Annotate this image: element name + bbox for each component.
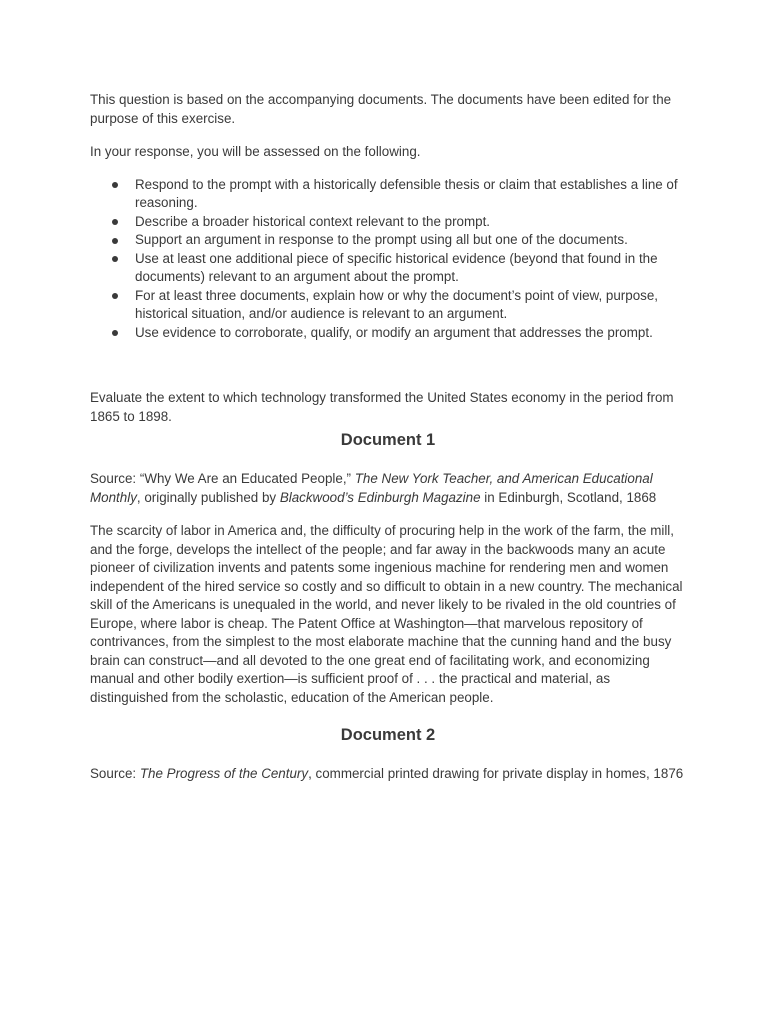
intro-paragraph: This question is based on the accompanying documents. The documents have been edited for the purpose of this exercise. bbox=[90, 92, 672, 126]
document-1-source bbox=[90, 470, 686, 507]
document-1-body: The scarcity of labor in America and, the difficulty of procuring help in the work of the farm, the mill, and the forge, develops the intellect of the people; and far away in the backwoods many an acute pioneer of civilization invents and patents some ingenious machine for rendering men and women independent of the hired service so costly and so difficult to obtain in a new country. The mechanical skill of the Americans is unequaled in the world, and never likely to be rivaled in the old countries of Europe, where labor is cheap. The Patent Office at Washington—that marvelous repository of contrivances, from the simplest to the most elaborate machine that the cunning hand and the busy brain can construct—and all devoted to the one great end of facilitating work, and economizing manual and other bodily exertion—is sufficient proof of . . . the practical and material, as distinguished from the scholastic, education of the American people. bbox=[90, 523, 683, 705]
criterion-text: Use at least one additional piece of specific historical evidence (beyond that found in the documents) relevant to an argument about the prompt. bbox=[135, 250, 658, 284]
list-item bbox=[90, 324, 686, 343]
source-publisher: Blackwood’s Edinburgh Magazine bbox=[279, 489, 481, 505]
bullet-icon bbox=[112, 219, 118, 225]
source-prefix: Source: “Why We Are an Educated People,” bbox=[90, 471, 355, 486]
document-2-heading: Document 2 bbox=[340, 726, 436, 744]
list-item bbox=[90, 176, 686, 213]
essay-prompt: Evaluate the extent to which technology transformed the United States economy in the period from 1865 to 1898. bbox=[90, 390, 674, 424]
bullet-icon bbox=[112, 330, 118, 336]
source-prefix: Source: bbox=[90, 766, 140, 781]
document-page bbox=[90, 91, 686, 784]
bullet-icon bbox=[112, 182, 118, 188]
source-middle: , originally published by bbox=[136, 489, 280, 505]
bullet-icon bbox=[112, 256, 118, 262]
criterion-text: Use evidence to corroborate, qualify, or modify an argument that addresses the prompt. bbox=[135, 324, 653, 340]
list-item bbox=[90, 213, 686, 232]
source-suffix: , commercial printed drawing for private display in homes, 1876 bbox=[308, 766, 684, 781]
criterion-text: Support an argument in response to the prompt using all but one of the documents. bbox=[135, 232, 628, 247]
source-title: The New York Teacher, and American Educational Monthly bbox=[90, 471, 653, 505]
criterion-text: Respond to the prompt with a historically defensible thesis or claim that establishes a line of reasoning. bbox=[135, 176, 678, 210]
bullet-icon bbox=[112, 238, 118, 244]
document-1-heading: Document 1 bbox=[340, 431, 436, 449]
list-item bbox=[90, 231, 686, 250]
source-title: The Progress of the Century bbox=[139, 766, 309, 781]
assessment-lead: In your response, you will be assessed on the following. bbox=[90, 144, 421, 159]
bullet-icon bbox=[112, 293, 118, 299]
assessment-criteria-list bbox=[90, 176, 686, 343]
list-item bbox=[90, 287, 686, 324]
criterion-text: Describe a broader historical context relevant to the prompt. bbox=[135, 213, 491, 229]
source-suffix: in Edinburgh, Scotland, 1868 bbox=[480, 489, 657, 505]
document-2-source bbox=[90, 765, 686, 784]
criterion-text: For at least three documents, explain how or why the document’s point of view, purpose, historical situation, and/or audience is relevant to an argument. bbox=[135, 287, 659, 321]
list-item bbox=[90, 250, 686, 287]
